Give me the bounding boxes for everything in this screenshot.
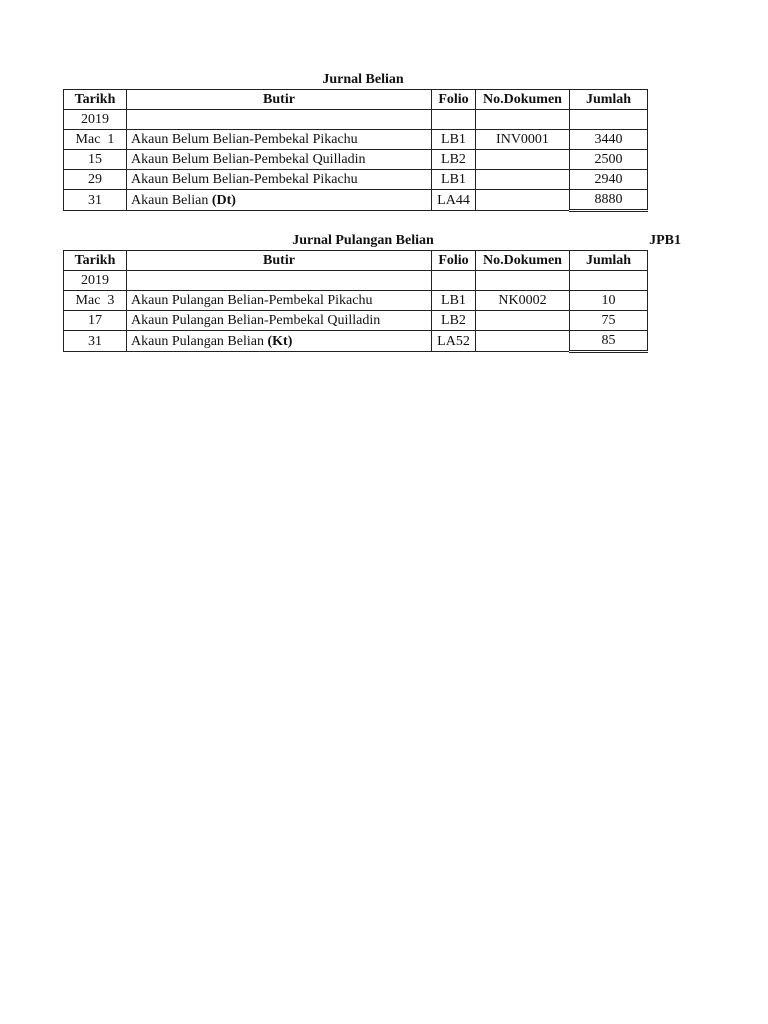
cell-dokumen <box>476 150 570 170</box>
cell-tarikh: 31 <box>64 331 127 352</box>
header-folio: Folio <box>432 251 476 271</box>
cell-tarikh: 2019 <box>64 110 127 130</box>
cell-jumlah: 2940 <box>570 170 648 190</box>
cell-folio: LA52 <box>432 331 476 352</box>
table-header-row <box>64 251 648 271</box>
cell-dokumen <box>476 311 570 331</box>
cell-tarikh: 15 <box>64 150 127 170</box>
header-jumlah: Jumlah <box>570 90 648 110</box>
cell-folio: LB1 <box>432 130 476 150</box>
cell-butir: Akaun Pulangan Belian-Pembekal Quilladin <box>127 311 432 331</box>
cell-tarikh: Mac 1 <box>64 130 127 150</box>
cell-folio: LA44 <box>432 190 476 211</box>
cell-butir <box>127 110 432 130</box>
cell-butir: Akaun Pulangan Belian-Pembekal Pikachu <box>127 291 432 311</box>
cell-butir: Akaun Belum Belian-Pembekal Pikachu <box>127 130 432 150</box>
table-row <box>64 170 648 190</box>
cell-folio: LB1 <box>432 291 476 311</box>
table-header-row <box>64 90 648 110</box>
cell-tarikh: 17 <box>64 311 127 331</box>
total-row <box>64 190 648 211</box>
cell-tarikh: 31 <box>64 190 127 211</box>
header-butir: Butir <box>127 90 432 110</box>
cell-butir: Akaun Belum Belian-Pembekal Pikachu <box>127 170 432 190</box>
cell-folio <box>432 110 476 130</box>
credit-marker: (Kt) <box>267 333 293 349</box>
jurnal-belian-title-row <box>63 71 663 89</box>
cell-dokumen <box>476 331 570 352</box>
worksheet <box>63 0 681 353</box>
cell-folio: LB2 <box>432 311 476 331</box>
header-tarikh: Tarikh <box>64 251 127 271</box>
table-row <box>64 150 648 170</box>
debit-marker: (Dt) <box>211 192 236 208</box>
cell-jumlah: 3440 <box>570 130 648 150</box>
jurnal-pulangan-title: Jurnal Pulangan Belian <box>292 233 434 248</box>
cell-folio: LB1 <box>432 170 476 190</box>
jurnal-pulangan-table <box>63 250 648 353</box>
jurnal-belian-title: Jurnal Belian <box>322 72 404 87</box>
cell-jumlah-total: 85 <box>570 331 648 352</box>
cell-jumlah-total: 8880 <box>570 190 648 211</box>
cell-tarikh: 2019 <box>64 271 127 291</box>
cell-folio: LB2 <box>432 150 476 170</box>
cell-jumlah <box>570 271 648 291</box>
table-row <box>64 311 648 331</box>
cell-dokumen <box>476 190 570 211</box>
cell-butir: Akaun Belum Belian-Pembekal Quilladin <box>127 150 432 170</box>
total-row <box>64 331 648 352</box>
cell-dokumen <box>476 271 570 291</box>
table-row <box>64 271 648 291</box>
cell-butir <box>127 190 432 211</box>
header-butir: Butir <box>127 251 432 271</box>
journal-reference: JPB1 <box>649 233 681 248</box>
cell-dokumen: NK0002 <box>476 291 570 311</box>
cell-butir <box>127 271 432 291</box>
cell-jumlah <box>570 110 648 130</box>
cell-butir <box>127 331 432 352</box>
cell-folio <box>432 271 476 291</box>
cell-dokumen: INV0001 <box>476 130 570 150</box>
jurnal-pulangan-title-row <box>63 232 681 250</box>
header-jumlah: Jumlah <box>570 251 648 271</box>
cell-dokumen <box>476 170 570 190</box>
total-account-label: Akaun Pulangan Belian <box>131 333 264 349</box>
cell-dokumen <box>476 110 570 130</box>
cell-tarikh: Mac 3 <box>64 291 127 311</box>
jurnal-belian-table <box>63 89 648 212</box>
cell-jumlah: 2500 <box>570 150 648 170</box>
table-row <box>64 130 648 150</box>
header-tarikh: Tarikh <box>64 90 127 110</box>
total-account-label: Akaun Belian <box>131 192 209 208</box>
header-dokumen: No.Dokumen <box>476 90 570 110</box>
cell-tarikh: 29 <box>64 170 127 190</box>
cell-jumlah: 75 <box>570 311 648 331</box>
cell-jumlah: 10 <box>570 291 648 311</box>
header-dokumen: No.Dokumen <box>476 251 570 271</box>
table-row <box>64 291 648 311</box>
header-folio: Folio <box>432 90 476 110</box>
table-row <box>64 110 648 130</box>
